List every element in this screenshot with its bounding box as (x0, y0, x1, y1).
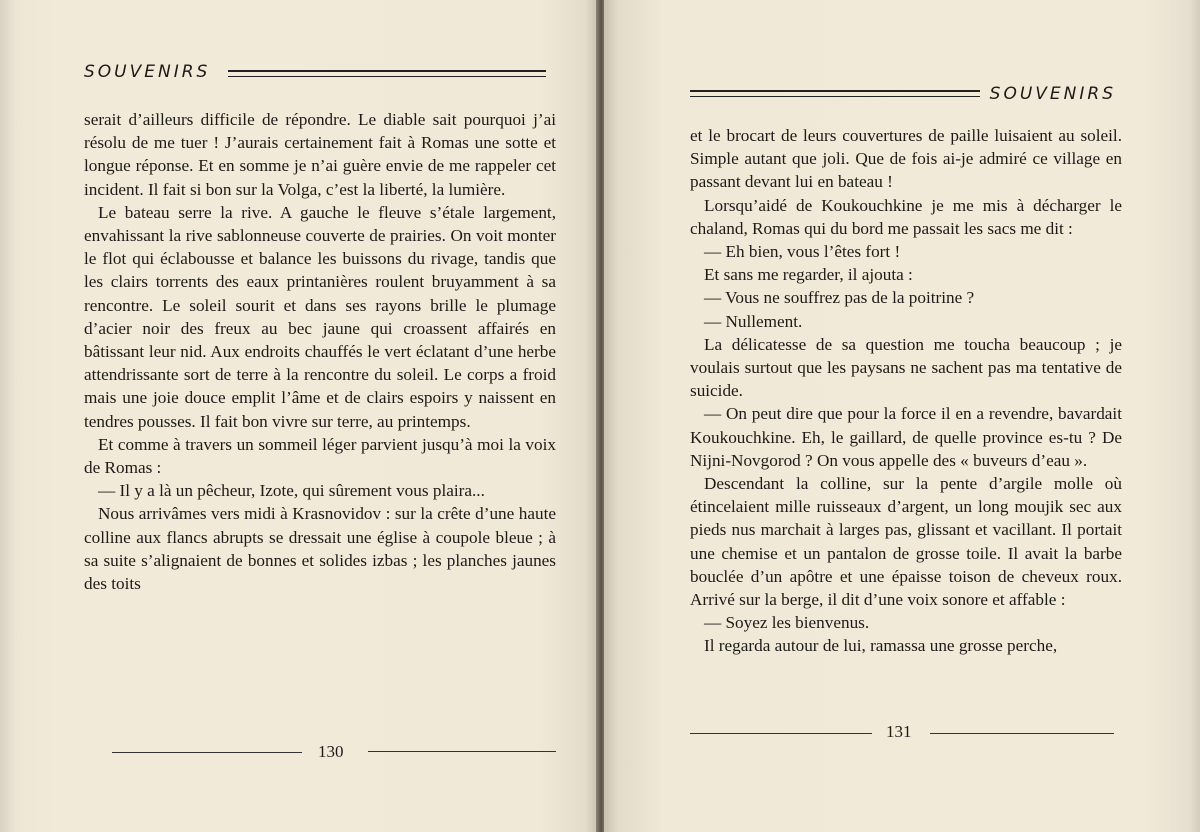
right-page-number: 131 (886, 722, 912, 741)
left-paragraph-4: — Il y a là un pêcheur, Izote, qui sûrement vous plaira... (98, 481, 485, 501)
left-footer-rule-right (368, 751, 556, 752)
right-header-rule (690, 90, 980, 97)
right-paragraph-2: Lorsqu’aidé de Koukouchkine je me mis à décharger le chaland, Romas qui du bord me passait les sacs me dit : (690, 195, 1122, 238)
right-paragraph-6: — Nullement. (704, 311, 803, 331)
right-paragraph-3: — Eh bien, vous l’êtes fort ! (704, 242, 901, 262)
right-paragraph-4: Et sans me regarder, il ajouta : (704, 265, 913, 285)
right-footer-rule-right (930, 733, 1114, 734)
left-paragraph-2: Le bateau serre la rive. A gauche le fleuve s’étale largement, envahissant la rive sablonneuse couverte de prairies. On voit monter le flot qui éclabousse et balance les buissons du rivage, tandis que les clairs torrents des eaux printanières roulent bruyamment à sa rencontre. Le soleil sourit et dans ses rayons brille le plumage d’acier noir des freux au bec jaune qui croassent affairés en bâtissant leur nid. Aux endroits chauffés le vert éclatant d’une herbe attendrissante sort de terre à la rencontre du soleil. Le corps a froid mais une joie douce emplit l’âme et de clairs espoirs y naissent en tendres pousses. Il fait bon vivre sur terre, au printemps. (84, 202, 556, 431)
right-paragraph-11: Il regarda autour de lui, ramassa une grosse perche, (704, 636, 1058, 656)
left-page (0, 0, 598, 832)
left-page-number: 130 (318, 742, 344, 761)
left-page-body (84, 108, 556, 595)
right-running-head: SOUVENIRS (989, 84, 1116, 104)
left-paragraph-1: serait d’ailleurs difficile de répondre. Le diable sait pourquoi j’ai résolu de me tuer ! J’aurais certainement fait à Romas une sotte et longue réponse. Et en somme je n’ai guère envie de me rappeler cet incident. Il fait si bon sur la Volga, c’est la liberté, la lumière. (84, 110, 556, 199)
right-paragraph-8: — On peut dire que pour la force il en a revendre, bavardait Koukouchkine. Eh, le gaillard, de quelle province es-tu ? De Nijni-Novgorod ? On vous appelle des « buveurs d’eau ». (690, 404, 1122, 470)
right-paragraph-5: — Vous ne souffrez pas de la poitrine ? (704, 288, 975, 308)
right-footer-rule-left (690, 733, 872, 734)
right-paragraph-1: et le brocart de leurs couvertures de paille luisaient au soleil. Simple autant que joli. Que de fois ai-je admiré ce village en passant devant lui en bateau ! (690, 126, 1122, 192)
right-paragraph-9: Descendant la colline, sur la pente d’argile molle où étincelaient mille ruisseaux d’argent, un long moujik sec aux pieds nus marchait à larges pas, glissant et vacillant. Il portait une chemise et un pantalon de grosse toile. Il avait la barbe bouclée d’un apôtre et une épaisse toison de cheveux roux. Arrivé sur la berge, il dit d’une voix sonore et affable : (690, 474, 1122, 610)
right-page (604, 0, 1200, 832)
left-running-head: SOUVENIRS (84, 62, 211, 82)
left-footer-rule-left (112, 752, 302, 753)
right-paragraph-10: — Soyez les bienvenus. (704, 613, 870, 633)
left-paragraph-5: Nous arrivâmes vers midi à Krasnovidov : sur la crête d’une haute colline aux flancs abrupts se dressait une église à coupole bleue ; à sa suite s’alignaient de bonnes et solides izbas ; les planches jaunes des toits (84, 504, 556, 594)
right-paragraph-7: La délicatesse de sa question me toucha beaucoup ; je voulais surtout que les paysans ne sachent pas ma tentative de suicide. (690, 334, 1122, 401)
left-header-rule (228, 70, 546, 77)
right-page-body (690, 124, 1122, 658)
left-paragraph-3: Et comme à travers un sommeil léger parvient jusqu’à moi la voix de Romas : (84, 434, 556, 478)
